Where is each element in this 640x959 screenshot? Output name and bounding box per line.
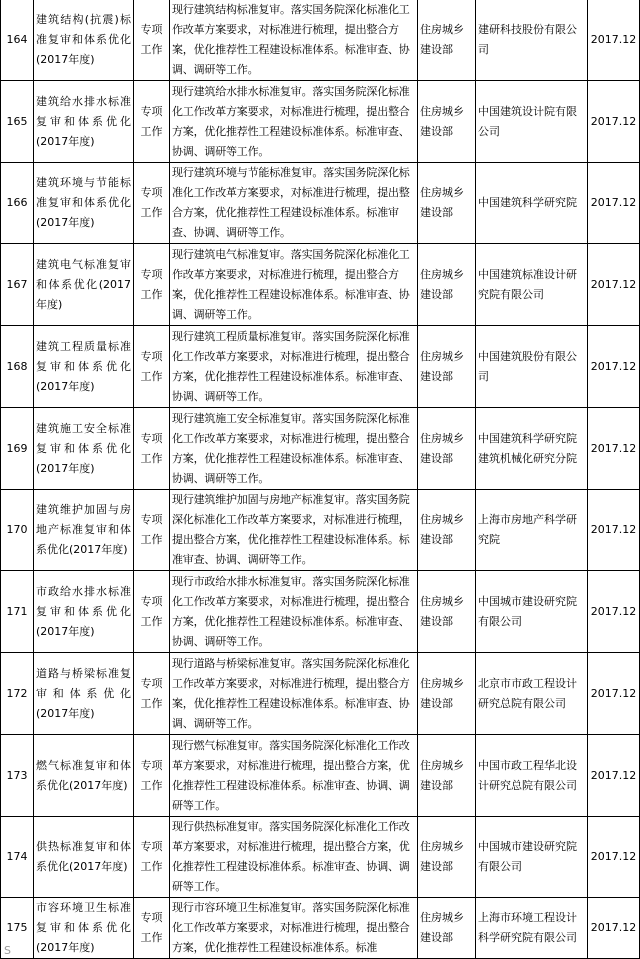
project-content-cell: 现行供热标准复审。落实国务院深化标准化工作改革方案要求，对标准进行梳理，提出整合方案，优化推荐性工程建设标准体系。标准审查、协调、调研等工作。 (170, 817, 418, 898)
completion-date-cell: 2017.12 (588, 571, 640, 653)
completion-date-cell: 2017.12 (588, 898, 640, 959)
watermark-logo: S (4, 944, 11, 957)
row-number-cell: 171 (1, 571, 34, 653)
completion-date-cell: 2017.12 (588, 326, 640, 408)
project-name-cell: 建筑工程质量标准复审和体系优化(2017年度) (34, 326, 134, 408)
completion-date-cell: 2017.12 (588, 81, 640, 163)
project-name-cell: 建筑电气标准复审和体系优化(2017年度) (34, 244, 134, 326)
table-row (1, 653, 640, 735)
completion-date-cell: 2017.12 (588, 490, 640, 571)
row-number-cell: 174 (1, 817, 34, 898)
project-content-cell: 现行建筑环境与节能标准复审。落实国务院深化标准化工作改革方案要求，对标准进行梳理，提出整合方案，优化推荐性工程建设标准体系。标准审查、协调、调研等工作。 (170, 163, 418, 244)
project-name-cell: 市容环境卫生标准复审和体系优化(2017年度) (34, 898, 134, 959)
table-body (1, 0, 640, 959)
project-name-cell: 道路与桥梁标准复审和体系优化(2017年度) (34, 653, 134, 735)
table-row (1, 571, 640, 653)
project-content-cell: 现行市政给水排水标准复审。落实国务院深化标准化工作改革方案要求，对标准进行梳理，提出整合方案，优化推荐性工程建设标准体系。标准审查、协调、调研等工作。 (170, 571, 418, 653)
project-type-cell: 专项工作 (134, 163, 170, 244)
project-type-cell: 专项工作 (134, 0, 170, 81)
completion-date-cell: 2017.12 (588, 244, 640, 326)
table-row (1, 735, 640, 817)
row-number-cell: 165 (1, 81, 34, 163)
table-row (1, 817, 640, 898)
responsible-organization-cell: 建研科技股份有限公司 (476, 0, 588, 81)
completion-date-cell: 2017.12 (588, 817, 640, 898)
project-type-cell: 专项工作 (134, 735, 170, 817)
project-type-cell: 专项工作 (134, 490, 170, 571)
project-type-cell: 专项工作 (134, 81, 170, 163)
project-name-cell: 建筑给水排水标准复审和体系优化(2017年度) (34, 81, 134, 163)
project-type-cell: 专项工作 (134, 571, 170, 653)
responsible-organization-cell: 中国建筑科学研究院建筑机械化研究分院 (476, 408, 588, 490)
project-type-cell: 专项工作 (134, 408, 170, 490)
completion-date-cell: 2017.12 (588, 653, 640, 735)
managing-department-cell: 住房城乡建设部 (418, 408, 476, 490)
managing-department-cell: 住房城乡建设部 (418, 81, 476, 163)
row-number-cell: 168 (1, 326, 34, 408)
table-row (1, 0, 640, 81)
responsible-organization-cell: 中国建筑设计院有限公司 (476, 81, 588, 163)
project-type-cell: 专项工作 (134, 898, 170, 959)
table-row (1, 408, 640, 490)
project-content-cell: 现行道路与桥梁标准复审。落实国务院深化标准化工作改革方案要求，对标准进行梳理，提出整合方案，优化推荐性工程建设标准体系。标准审查、协调、调研等工作。 (170, 653, 418, 735)
responsible-organization-cell: 北京市市政工程设计研究总院有限公司 (476, 653, 588, 735)
table-row (1, 163, 640, 244)
project-content-cell: 现行建筑维护加固与房地产标准复审。落实国务院深化标准化工作改革方案要求，对标准进行梳理，提出整合方案，优化推荐性工程建设标准体系。标准审查、协调、调研等工作。 (170, 490, 418, 571)
managing-department-cell: 住房城乡建设部 (418, 244, 476, 326)
project-content-cell: 现行建筑施工安全标准复审。落实国务院深化标准化工作改革方案要求，对标准进行梳理，提出整合方案，优化推荐性工程建设标准体系。标准审查、协调、调研等工作。 (170, 408, 418, 490)
responsible-organization-cell: 中国城市建设研究院有限公司 (476, 817, 588, 898)
project-type-cell: 专项工作 (134, 244, 170, 326)
responsible-organization-cell: 中国建筑科学研究院 (476, 163, 588, 244)
managing-department-cell: 住房城乡建设部 (418, 163, 476, 244)
table-row (1, 326, 640, 408)
project-name-cell: 建筑结构(抗震)标准复审和体系优化(2017年度) (34, 0, 134, 81)
project-content-cell: 现行建筑电气标准复审。落实国务院深化标准化工作改革方案要求，对标准进行梳理，提出整合方案，优化推荐性工程建设标准体系。标准审查、协调、调研等工作。 (170, 244, 418, 326)
row-number-cell: 175 (1, 898, 34, 959)
managing-department-cell: 住房城乡建设部 (418, 326, 476, 408)
responsible-organization-cell: 上海市环境工程设计科学研究院有限公司 (476, 898, 588, 959)
table-row (1, 81, 640, 163)
managing-department-cell: 住房城乡建设部 (418, 490, 476, 571)
responsible-organization-cell: 中国建筑标准设计研究院有限公司 (476, 244, 588, 326)
row-number-cell: 169 (1, 408, 34, 490)
managing-department-cell: 住房城乡建设部 (418, 817, 476, 898)
project-content-cell: 现行建筑给水排水标准复审。落实国务院深化标准化工作改革方案要求，对标准进行梳理，提出整合方案，优化推荐性工程建设标准体系。标准审查、协调、调研等工作。 (170, 81, 418, 163)
managing-department-cell: 住房城乡建设部 (418, 653, 476, 735)
completion-date-cell: 2017.12 (588, 735, 640, 817)
project-name-cell: 供热标准复审和体系优化(2017年度) (34, 817, 134, 898)
row-number-cell: 170 (1, 490, 34, 571)
project-content-cell: 现行燃气标准复审。落实国务院深化标准化工作改革方案要求，对标准进行梳理，提出整合方案，优化推荐性工程建设标准体系。标准审查、协调、调研等工作。 (170, 735, 418, 817)
project-content-cell: 现行建筑结构标准复审。落实国务院深化标准化工作改革方案要求，对标准进行梳理，提出整合方案，优化推荐性工程建设标准体系。标准审查、协调、调研等工作。 (170, 0, 418, 81)
project-content-cell: 现行建筑工程质量标准复审。落实国务院深化标准化工作改革方案要求，对标准进行梳理，提出整合方案，优化推荐性工程建设标准体系。标准审查、协调、调研等工作。 (170, 326, 418, 408)
table-row (1, 244, 640, 326)
managing-department-cell: 住房城乡建设部 (418, 0, 476, 81)
project-name-cell: 燃气标准复审和体系优化(2017年度) (34, 735, 134, 817)
row-number-cell: 172 (1, 653, 34, 735)
managing-department-cell: 住房城乡建设部 (418, 898, 476, 959)
completion-date-cell: 2017.12 (588, 0, 640, 81)
row-number-cell: 164 (1, 0, 34, 81)
table-row (1, 898, 640, 959)
project-name-cell: 建筑维护加固与房地产标准复审和体系优化(2017年度) (34, 490, 134, 571)
project-type-cell: 专项工作 (134, 653, 170, 735)
project-name-cell: 市政给水排水标准复审和体系优化(2017年度) (34, 571, 134, 653)
project-content-cell: 现行市容环境卫生标准复审。落实国务院深化标准化工作改革方案要求，对标准进行梳理，提出整合方案，优化推荐性工程建设标准体系。标准 (170, 898, 418, 959)
managing-department-cell: 住房城乡建设部 (418, 571, 476, 653)
completion-date-cell: 2017.12 (588, 163, 640, 244)
responsible-organization-cell: 上海市房地产科学研究院 (476, 490, 588, 571)
responsible-organization-cell: 中国建筑股份有限公司 (476, 326, 588, 408)
row-number-cell: 167 (1, 244, 34, 326)
project-name-cell: 建筑环境与节能标准复审和体系优化(2017年度) (34, 163, 134, 244)
responsible-organization-cell: 中国市政工程华北设计研究总院有限公司 (476, 735, 588, 817)
project-type-cell: 专项工作 (134, 817, 170, 898)
managing-department-cell: 住房城乡建设部 (418, 735, 476, 817)
completion-date-cell: 2017.12 (588, 408, 640, 490)
row-number-cell: 173 (1, 735, 34, 817)
project-name-cell: 建筑施工安全标准复审和体系优化(2017年度) (34, 408, 134, 490)
project-type-cell: 专项工作 (134, 326, 170, 408)
responsible-organization-cell: 中国城市建设研究院有限公司 (476, 571, 588, 653)
row-number-cell: 166 (1, 163, 34, 244)
table-row (1, 490, 640, 571)
